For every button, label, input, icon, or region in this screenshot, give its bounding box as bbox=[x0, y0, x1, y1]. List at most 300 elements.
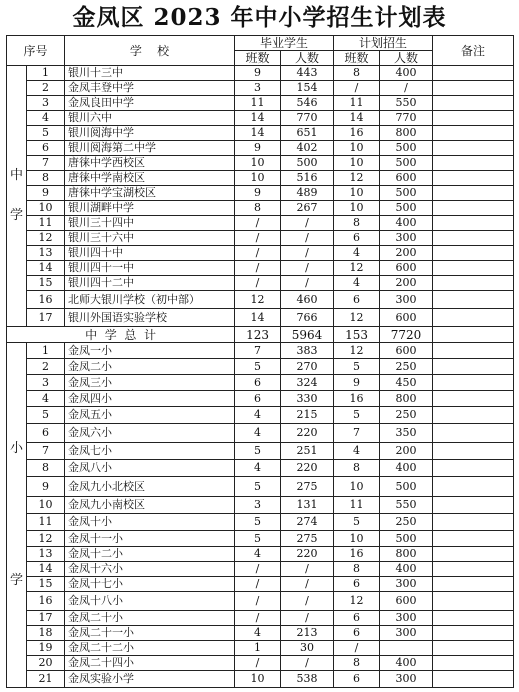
row-grad-people: 220 bbox=[281, 460, 334, 477]
row-grad-classes: / bbox=[235, 216, 281, 231]
primary-school-section-char: 学 bbox=[9, 573, 23, 588]
row-school-name: 金凤八小 bbox=[65, 460, 235, 477]
row-grad-people: / bbox=[281, 656, 334, 671]
row-seq: 8 bbox=[27, 171, 65, 186]
row-remark bbox=[433, 309, 514, 327]
row-grad-classes: 3 bbox=[235, 497, 281, 514]
middle-school-row bbox=[7, 276, 514, 291]
row-seq: 7 bbox=[27, 443, 65, 460]
row-grad-people: 770 bbox=[281, 111, 334, 126]
header-grad-classes: 班数 bbox=[235, 51, 281, 66]
middle-school-row bbox=[7, 201, 514, 216]
row-plan-classes: 16 bbox=[334, 547, 380, 562]
row-grad-people: 275 bbox=[281, 477, 334, 497]
row-grad-people: 220 bbox=[281, 547, 334, 562]
row-plan-classes: 11 bbox=[334, 497, 380, 514]
primary-school-row bbox=[7, 671, 514, 688]
row-grad-people: 30 bbox=[281, 641, 334, 656]
row-school-name: 银川四十一中 bbox=[65, 261, 235, 276]
row-plan-people: 300 bbox=[380, 611, 433, 626]
row-plan-people: 600 bbox=[380, 309, 433, 327]
row-grad-people: 402 bbox=[281, 141, 334, 156]
row-plan-classes: 6 bbox=[334, 611, 380, 626]
row-grad-classes: / bbox=[235, 562, 281, 577]
row-seq: 16 bbox=[27, 291, 65, 309]
row-school-name: 银川外国语实验学校 bbox=[65, 309, 235, 327]
row-grad-people: 270 bbox=[281, 359, 334, 375]
row-grad-people: 220 bbox=[281, 424, 334, 443]
row-remark bbox=[433, 231, 514, 246]
middle-school-section-char: 学 bbox=[9, 208, 23, 223]
row-plan-people: 800 bbox=[380, 391, 433, 407]
row-seq: 6 bbox=[27, 141, 65, 156]
row-remark bbox=[433, 96, 514, 111]
row-seq: 16 bbox=[27, 592, 65, 611]
row-plan-people: 770 bbox=[380, 111, 433, 126]
row-remark bbox=[433, 577, 514, 592]
row-seq: 13 bbox=[27, 246, 65, 261]
row-grad-people: 443 bbox=[281, 66, 334, 81]
row-school-name: 金凤二十二小 bbox=[65, 641, 235, 656]
primary-school-row bbox=[7, 477, 514, 497]
row-plan-people: 250 bbox=[380, 407, 433, 424]
row-grad-people: 330 bbox=[281, 391, 334, 407]
row-grad-classes: 5 bbox=[235, 443, 281, 460]
middle-school-row bbox=[7, 231, 514, 246]
row-remark bbox=[433, 375, 514, 391]
total-grad-classes: 123 bbox=[235, 327, 281, 343]
row-school-name: 银川三十六中 bbox=[65, 231, 235, 246]
row-grad-people: / bbox=[281, 592, 334, 611]
row-plan-classes: 10 bbox=[334, 201, 380, 216]
primary-school-row bbox=[7, 343, 514, 359]
row-grad-classes: / bbox=[235, 276, 281, 291]
row-school-name: 银川六中 bbox=[65, 111, 235, 126]
row-school-name: 金凤二十四小 bbox=[65, 656, 235, 671]
row-plan-people: 400 bbox=[380, 460, 433, 477]
row-seq: 11 bbox=[27, 216, 65, 231]
row-grad-classes: 9 bbox=[235, 186, 281, 201]
row-remark bbox=[433, 201, 514, 216]
row-plan-people: 300 bbox=[380, 577, 433, 592]
row-grad-people: 546 bbox=[281, 96, 334, 111]
row-seq: 10 bbox=[27, 201, 65, 216]
row-remark bbox=[433, 246, 514, 261]
header-school: 学 校 bbox=[65, 36, 235, 66]
row-plan-people: / bbox=[380, 81, 433, 96]
middle-school-row bbox=[7, 246, 514, 261]
row-plan-people: 250 bbox=[380, 359, 433, 375]
row-plan-classes: 6 bbox=[334, 671, 380, 688]
row-plan-people: 500 bbox=[380, 156, 433, 171]
row-seq: 2 bbox=[27, 81, 65, 96]
header-plan-people: 人数 bbox=[380, 51, 433, 66]
row-grad-classes: 11 bbox=[235, 96, 281, 111]
row-grad-classes: 10 bbox=[235, 171, 281, 186]
row-seq: 9 bbox=[27, 477, 65, 497]
row-remark bbox=[433, 656, 514, 671]
row-school-name: 金凤良田中学 bbox=[65, 96, 235, 111]
row-plan-people: 350 bbox=[380, 424, 433, 443]
row-school-name: 银川阅海中学 bbox=[65, 126, 235, 141]
middle-school-section-char: 中 bbox=[9, 168, 23, 183]
row-plan-classes: 5 bbox=[334, 407, 380, 424]
row-seq: 15 bbox=[27, 276, 65, 291]
row-school-name: 金凤三小 bbox=[65, 375, 235, 391]
header-seq: 序号 bbox=[7, 36, 65, 66]
header-plan: 计划招生 bbox=[334, 36, 433, 51]
primary-school-row bbox=[7, 424, 514, 443]
row-seq: 17 bbox=[27, 611, 65, 626]
row-plan-people: 550 bbox=[380, 497, 433, 514]
row-remark bbox=[433, 514, 514, 531]
middle-school-row bbox=[7, 261, 514, 276]
row-grad-people: / bbox=[281, 261, 334, 276]
row-plan-classes: 8 bbox=[334, 66, 380, 81]
row-seq: 11 bbox=[27, 514, 65, 531]
row-seq: 3 bbox=[27, 375, 65, 391]
row-grad-classes: 4 bbox=[235, 547, 281, 562]
row-remark bbox=[433, 671, 514, 688]
row-grad-classes: 4 bbox=[235, 626, 281, 641]
row-grad-classes: 10 bbox=[235, 671, 281, 688]
row-plan-classes: 10 bbox=[334, 531, 380, 547]
row-seq: 10 bbox=[27, 497, 65, 514]
row-school-name: 金凤五小 bbox=[65, 407, 235, 424]
row-seq: 9 bbox=[27, 186, 65, 201]
row-plan-classes: 4 bbox=[334, 443, 380, 460]
row-grad-classes: 6 bbox=[235, 375, 281, 391]
row-remark bbox=[433, 171, 514, 186]
row-plan-people: 800 bbox=[380, 547, 433, 562]
row-seq: 6 bbox=[27, 424, 65, 443]
row-school-name: 金凤二小 bbox=[65, 359, 235, 375]
row-grad-people: 516 bbox=[281, 171, 334, 186]
row-plan-classes: 10 bbox=[334, 186, 380, 201]
row-grad-people: / bbox=[281, 611, 334, 626]
total-grad-people: 5964 bbox=[281, 327, 334, 343]
row-grad-people: 383 bbox=[281, 343, 334, 359]
row-grad-people: 500 bbox=[281, 156, 334, 171]
row-grad-classes: 5 bbox=[235, 477, 281, 497]
row-school-name: 金凤十八小 bbox=[65, 592, 235, 611]
row-grad-classes: / bbox=[235, 592, 281, 611]
row-remark bbox=[433, 611, 514, 626]
row-plan-people: 600 bbox=[380, 343, 433, 359]
header-remark: 备注 bbox=[433, 36, 514, 66]
row-plan-people: 600 bbox=[380, 261, 433, 276]
row-plan-people: 800 bbox=[380, 126, 433, 141]
row-grad-people: 131 bbox=[281, 497, 334, 514]
row-plan-people: 500 bbox=[380, 201, 433, 216]
row-school-name: 金凤九小北校区 bbox=[65, 477, 235, 497]
primary-school-section-char: 小 bbox=[9, 441, 23, 456]
row-school-name: 金凤七小 bbox=[65, 443, 235, 460]
row-grad-people: 460 bbox=[281, 291, 334, 309]
row-grad-people: 275 bbox=[281, 531, 334, 547]
row-grad-people: 274 bbox=[281, 514, 334, 531]
row-remark bbox=[433, 424, 514, 443]
row-school-name: 银川四十中 bbox=[65, 246, 235, 261]
row-seq: 5 bbox=[27, 126, 65, 141]
row-plan-classes: 9 bbox=[334, 375, 380, 391]
row-school-name: 金凤四小 bbox=[65, 391, 235, 407]
row-grad-classes: 9 bbox=[235, 141, 281, 156]
row-remark bbox=[433, 460, 514, 477]
primary-school-row bbox=[7, 391, 514, 407]
primary-school-row bbox=[7, 443, 514, 460]
row-school-name: 唐徕中学南校区 bbox=[65, 171, 235, 186]
row-plan-classes: 12 bbox=[334, 343, 380, 359]
middle-school-row bbox=[7, 126, 514, 141]
row-seq: 3 bbox=[27, 96, 65, 111]
row-remark bbox=[433, 156, 514, 171]
row-plan-people: 200 bbox=[380, 443, 433, 460]
middle-school-row bbox=[7, 111, 514, 126]
row-plan-people: 300 bbox=[380, 291, 433, 309]
row-plan-classes: 11 bbox=[334, 96, 380, 111]
row-grad-people: 651 bbox=[281, 126, 334, 141]
row-grad-classes: 5 bbox=[235, 531, 281, 547]
row-school-name: 金凤二十小 bbox=[65, 611, 235, 626]
primary-school-row bbox=[7, 531, 514, 547]
row-plan-classes: 10 bbox=[334, 141, 380, 156]
row-school-name: 金凤十七小 bbox=[65, 577, 235, 592]
document-title: 金凤区 2023 年中小学招生计划表 bbox=[72, 4, 447, 31]
row-grad-classes: / bbox=[235, 656, 281, 671]
row-plan-classes: 12 bbox=[334, 171, 380, 186]
row-grad-classes: 4 bbox=[235, 424, 281, 443]
row-grad-classes: 5 bbox=[235, 359, 281, 375]
row-school-name: 金凤十小 bbox=[65, 514, 235, 531]
header-grad-people: 人数 bbox=[281, 51, 334, 66]
row-plan-classes: 12 bbox=[334, 309, 380, 327]
row-grad-people: / bbox=[281, 216, 334, 231]
primary-school-row bbox=[7, 514, 514, 531]
row-school-name: 金凤二十一小 bbox=[65, 626, 235, 641]
row-plan-classes: 12 bbox=[334, 592, 380, 611]
row-remark bbox=[433, 443, 514, 460]
row-plan-people: 550 bbox=[380, 96, 433, 111]
row-plan-people: 300 bbox=[380, 231, 433, 246]
row-remark bbox=[433, 216, 514, 231]
row-grad-classes: / bbox=[235, 261, 281, 276]
row-plan-classes: / bbox=[334, 81, 380, 96]
row-grad-people: 267 bbox=[281, 201, 334, 216]
middle-school-row bbox=[7, 216, 514, 231]
row-grad-classes: 5 bbox=[235, 514, 281, 531]
row-grad-classes: 4 bbox=[235, 460, 281, 477]
row-school-name: 金凤十一小 bbox=[65, 531, 235, 547]
row-grad-classes: 9 bbox=[235, 66, 281, 81]
row-grad-people: / bbox=[281, 231, 334, 246]
row-grad-classes: / bbox=[235, 577, 281, 592]
row-grad-people: 538 bbox=[281, 671, 334, 688]
row-grad-people: / bbox=[281, 276, 334, 291]
row-remark bbox=[433, 531, 514, 547]
row-school-name: 唐徕中学西校区 bbox=[65, 156, 235, 171]
row-plan-classes: 6 bbox=[334, 626, 380, 641]
row-seq: 5 bbox=[27, 407, 65, 424]
row-plan-classes: 16 bbox=[334, 391, 380, 407]
row-grad-classes: 14 bbox=[235, 126, 281, 141]
row-grad-classes: / bbox=[235, 611, 281, 626]
row-school-name: 金凤十二小 bbox=[65, 547, 235, 562]
row-plan-people: 400 bbox=[380, 656, 433, 671]
header-graduates: 毕业学生 bbox=[235, 36, 334, 51]
row-plan-people: 500 bbox=[380, 141, 433, 156]
row-seq: 17 bbox=[27, 309, 65, 327]
row-remark bbox=[433, 291, 514, 309]
primary-school-row bbox=[7, 359, 514, 375]
primary-school-row bbox=[7, 592, 514, 611]
row-remark bbox=[433, 186, 514, 201]
row-plan-classes: 6 bbox=[334, 291, 380, 309]
row-remark bbox=[433, 111, 514, 126]
row-remark bbox=[433, 66, 514, 81]
total-plan-people: 7720 bbox=[380, 327, 433, 343]
row-plan-people bbox=[380, 641, 433, 656]
row-grad-classes: 6 bbox=[235, 391, 281, 407]
row-remark bbox=[433, 391, 514, 407]
primary-school-row bbox=[7, 656, 514, 671]
row-plan-people: 500 bbox=[380, 531, 433, 547]
row-plan-classes: 16 bbox=[334, 126, 380, 141]
row-school-name: 银川三十四中 bbox=[65, 216, 235, 231]
row-remark bbox=[433, 261, 514, 276]
row-plan-classes: 6 bbox=[334, 231, 380, 246]
row-seq: 20 bbox=[27, 656, 65, 671]
row-plan-people: 300 bbox=[380, 671, 433, 688]
row-school-name: 金凤丰登中学 bbox=[65, 81, 235, 96]
middle-school-row bbox=[7, 81, 514, 96]
row-school-name: 金凤六小 bbox=[65, 424, 235, 443]
row-seq: 7 bbox=[27, 156, 65, 171]
row-plan-classes: 10 bbox=[334, 477, 380, 497]
row-grad-classes: 3 bbox=[235, 81, 281, 96]
row-grad-people: 489 bbox=[281, 186, 334, 201]
row-plan-people: 200 bbox=[380, 276, 433, 291]
row-plan-people: 200 bbox=[380, 246, 433, 261]
row-grad-classes: 12 bbox=[235, 291, 281, 309]
row-seq: 15 bbox=[27, 577, 65, 592]
row-grad-classes: 10 bbox=[235, 156, 281, 171]
row-seq: 12 bbox=[27, 231, 65, 246]
row-grad-classes: 14 bbox=[235, 111, 281, 126]
row-remark bbox=[433, 343, 514, 359]
primary-school-row bbox=[7, 562, 514, 577]
primary-school-row bbox=[7, 547, 514, 562]
middle-total-row bbox=[7, 327, 514, 343]
row-remark bbox=[433, 141, 514, 156]
row-plan-classes: 8 bbox=[334, 216, 380, 231]
row-plan-classes: 8 bbox=[334, 562, 380, 577]
row-plan-people: 300 bbox=[380, 626, 433, 641]
middle-school-row bbox=[7, 309, 514, 327]
middle-school-row bbox=[7, 291, 514, 309]
row-school-name: 金凤实验小学 bbox=[65, 671, 235, 688]
row-school-name: 唐徕中学宝湖校区 bbox=[65, 186, 235, 201]
row-school-name: 银川四十二中 bbox=[65, 276, 235, 291]
row-seq: 8 bbox=[27, 460, 65, 477]
row-remark bbox=[433, 359, 514, 375]
row-school-name: 银川湖畔中学 bbox=[65, 201, 235, 216]
primary-school-row bbox=[7, 611, 514, 626]
row-school-name: 银川十三中 bbox=[65, 66, 235, 81]
row-plan-classes: / bbox=[334, 641, 380, 656]
row-grad-classes: 7 bbox=[235, 343, 281, 359]
row-plan-people: 400 bbox=[380, 562, 433, 577]
row-seq: 2 bbox=[27, 359, 65, 375]
row-grad-classes: / bbox=[235, 231, 281, 246]
row-plan-classes: 8 bbox=[334, 656, 380, 671]
row-seq: 18 bbox=[27, 626, 65, 641]
row-school-name: 银川阅海第二中学 bbox=[65, 141, 235, 156]
row-seq: 1 bbox=[27, 66, 65, 81]
row-plan-classes: 14 bbox=[334, 111, 380, 126]
row-remark bbox=[433, 477, 514, 497]
row-remark bbox=[433, 276, 514, 291]
middle-total-label: 中 学 总 计 bbox=[7, 327, 235, 343]
row-plan-people: 500 bbox=[380, 477, 433, 497]
row-grad-classes: / bbox=[235, 246, 281, 261]
row-grad-people: / bbox=[281, 577, 334, 592]
row-plan-classes: 4 bbox=[334, 246, 380, 261]
row-remark bbox=[433, 641, 514, 656]
row-seq: 4 bbox=[27, 111, 65, 126]
row-school-name: 金凤九小南校区 bbox=[65, 497, 235, 514]
row-seq: 13 bbox=[27, 547, 65, 562]
row-school-name: 金凤一小 bbox=[65, 343, 235, 359]
primary-school-row bbox=[7, 460, 514, 477]
row-seq: 4 bbox=[27, 391, 65, 407]
row-plan-people: 250 bbox=[380, 514, 433, 531]
row-seq: 21 bbox=[27, 671, 65, 688]
total-remark bbox=[433, 327, 514, 343]
row-plan-classes: 10 bbox=[334, 156, 380, 171]
row-grad-people: 213 bbox=[281, 626, 334, 641]
row-seq: 14 bbox=[27, 562, 65, 577]
row-plan-classes: 8 bbox=[334, 460, 380, 477]
row-plan-classes: 12 bbox=[334, 261, 380, 276]
row-grad-classes: 1 bbox=[235, 641, 281, 656]
row-grad-classes: 14 bbox=[235, 309, 281, 327]
row-remark bbox=[433, 626, 514, 641]
primary-school-row bbox=[7, 641, 514, 656]
primary-school-row bbox=[7, 407, 514, 424]
row-plan-people: 600 bbox=[380, 171, 433, 186]
row-grad-people: 215 bbox=[281, 407, 334, 424]
row-plan-classes: 6 bbox=[334, 577, 380, 592]
row-plan-classes: 5 bbox=[334, 514, 380, 531]
middle-school-row bbox=[7, 96, 514, 111]
row-grad-people: 766 bbox=[281, 309, 334, 327]
row-remark bbox=[433, 562, 514, 577]
row-remark bbox=[433, 592, 514, 611]
row-remark bbox=[433, 547, 514, 562]
row-grad-classes: 4 bbox=[235, 407, 281, 424]
primary-school-row bbox=[7, 497, 514, 514]
row-seq: 14 bbox=[27, 261, 65, 276]
middle-school-section-label bbox=[7, 66, 27, 327]
middle-school-row bbox=[7, 66, 514, 81]
row-plan-classes: 4 bbox=[334, 276, 380, 291]
row-plan-classes: 7 bbox=[334, 424, 380, 443]
row-plan-classes: 5 bbox=[334, 359, 380, 375]
primary-school-row bbox=[7, 577, 514, 592]
row-plan-people: 500 bbox=[380, 186, 433, 201]
row-seq: 12 bbox=[27, 531, 65, 547]
